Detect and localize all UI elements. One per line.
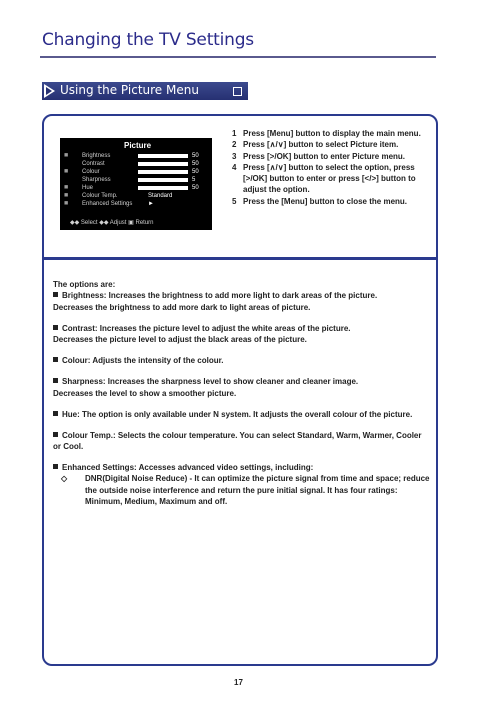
tv-menu-label: Colour Temp. xyxy=(82,193,118,199)
option-hue: Hue: The option is only available under N system. It adjusts the overall colour of the picture. xyxy=(53,409,431,420)
title-underline xyxy=(40,56,436,58)
tv-menu-title: Picture xyxy=(124,141,152,150)
page-title: Changing the TV Settings xyxy=(42,30,254,50)
step-number: 1 xyxy=(232,129,237,138)
option-colour-temp: Colour Temp.: Selects the colour temperature. You can select Standard, Warm, Warmer, Cooler or Cool. xyxy=(53,430,422,452)
option-colour-temp-block xyxy=(53,430,431,453)
option-contrast-detail: Decreases the picture level to adjust the black areas of the picture. xyxy=(53,335,307,345)
tv-menu-slider-bar xyxy=(138,170,188,174)
tv-menu-label: Brightness xyxy=(82,153,111,159)
step-item xyxy=(232,162,432,196)
tv-menu-row-contrast xyxy=(64,160,210,168)
tv-menu-label: Sharpness xyxy=(82,177,111,183)
option-colour: Colour: Adjusts the intensity of the colour. xyxy=(53,355,431,366)
tv-menu-slider-bar xyxy=(138,154,188,158)
lock-icon: ■ xyxy=(64,200,69,207)
tv-menu-value: 50 xyxy=(192,169,199,175)
bullet-icon xyxy=(53,325,58,330)
step-text: Press [∧/∨] button to select the option, press [>/OK] button to enter or press [</>] button to adjust the option. xyxy=(243,162,416,195)
tv-menu-label: Colour xyxy=(82,169,100,175)
tv-menu-footer: ◆◆ Select ◆◆ Adjust ▣ Return xyxy=(70,220,154,226)
tv-menu-arrow: ► xyxy=(148,201,154,207)
step-number: 2 xyxy=(232,140,237,150)
tv-menu-row-hue xyxy=(64,184,210,192)
tv-menu-label: Enhanced Settings xyxy=(82,201,133,207)
option-contrast: Contrast: Increases the picture level to adjust the white areas of the picture. xyxy=(53,323,431,334)
option-colour-block xyxy=(53,355,431,366)
tv-picture-menu-image xyxy=(60,138,212,230)
options-description xyxy=(53,279,431,508)
tv-menu-row-brightness xyxy=(64,152,210,160)
option-contrast-block xyxy=(53,323,431,346)
bullet-icon xyxy=(53,292,58,297)
section-header-bar xyxy=(42,82,248,100)
tv-menu-label: Contrast xyxy=(82,161,105,167)
bullet-icon xyxy=(53,378,58,383)
diamond-icon: ◇ xyxy=(61,474,68,484)
page-number: 17 xyxy=(234,678,243,687)
content-divider xyxy=(44,257,436,260)
step-number: 4 xyxy=(232,162,237,172)
step-text: Press [Menu] button to display the main menu. xyxy=(243,129,421,138)
audio-icon: ■ xyxy=(64,168,69,175)
option-brightness-detail: Decreases the brightness to add more dark to light areas of picture. xyxy=(53,302,311,312)
tv-menu-value: 5 xyxy=(192,177,196,183)
bullet-icon xyxy=(53,411,58,416)
tv-menu-row-colour xyxy=(64,168,210,176)
options-intro: The options are: xyxy=(53,280,116,289)
option-enhanced: Enhanced Settings: Accesses advanced video settings, including: xyxy=(53,462,431,473)
step-item xyxy=(232,151,432,162)
arrow-icon-inner xyxy=(46,87,52,95)
step-item xyxy=(232,128,432,139)
bullet-icon xyxy=(53,357,58,362)
step-item xyxy=(232,139,432,150)
bullet-icon xyxy=(53,464,58,469)
tv-menu-value: Standard xyxy=(148,193,173,199)
tv-menu-slider-bar xyxy=(138,186,188,190)
step-text: Press [>/OK] button to enter Picture menu. xyxy=(243,151,406,161)
step-number: 5 xyxy=(232,196,237,206)
step-text: Press the [Menu] button to close the menu. xyxy=(243,196,408,206)
square-icon xyxy=(233,87,242,96)
steps-list xyxy=(232,128,432,207)
option-sharpness: Sharpness: Increases the sharpness level to show cleaner and cleaner image. xyxy=(53,376,431,387)
tv-menu-row-enhanced xyxy=(64,200,210,208)
tv-menu-label: Hue xyxy=(82,185,94,191)
option-enhanced-block xyxy=(53,462,431,508)
tv-menu-value: 50 xyxy=(192,161,199,167)
option-sharpness-block xyxy=(53,376,431,399)
option-brightness: Brightness: Increases the brightness to add more light to dark areas of the picture. xyxy=(53,290,431,301)
clock-icon: ■ xyxy=(64,184,69,191)
tv-menu-value: 50 xyxy=(192,153,199,159)
tv-menu-row-sharpness xyxy=(64,176,210,184)
bullet-icon xyxy=(53,432,58,437)
step-item xyxy=(232,196,432,207)
tv-menu-slider-bar xyxy=(138,162,188,166)
tv-menu-value: 50 xyxy=(192,185,199,191)
option-dnr: ◇ DNR(Digital Noise Reduce) - It can optimize the picture signal from time and space; reduce the outside noise interference and return the pure initial signal. It has four ratings: Minimum, Medium, Maximum and off. xyxy=(61,474,430,507)
picture-icon: ■ xyxy=(64,152,69,159)
step-number: 3 xyxy=(232,151,237,161)
settings-icon: ■ xyxy=(64,192,69,199)
section-title: Using the Picture Menu xyxy=(60,83,199,97)
tv-menu-row-colour-temp xyxy=(64,192,210,200)
option-hue-block xyxy=(53,409,431,420)
tv-menu-slider-bar xyxy=(138,178,188,182)
step-text: Press [∧/∨] button to select Picture item. xyxy=(243,140,399,150)
option-sharpness-detail: Decreases the level to show a smoother picture. xyxy=(53,388,237,398)
